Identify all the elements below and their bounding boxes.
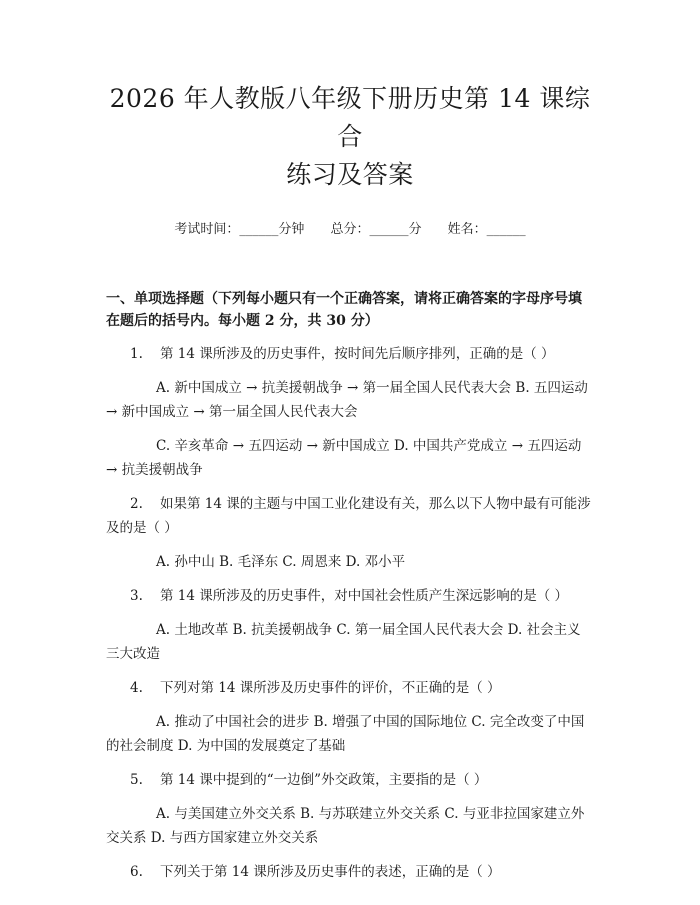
- question-text: 第 14 课所涉及的历史事件，按时间先后顺序排列，正确的是（ ）: [160, 346, 555, 362]
- exam-meta: [106, 220, 594, 240]
- question-number: 6.: [130, 864, 143, 880]
- question-text: 如果第 14 课的主题与中国工业化建设有关，那么以下人物中最有可能涉及的是（ ）: [106, 496, 591, 536]
- name-field: 姓名：______: [447, 222, 526, 237]
- total-score-field: 总分：______分: [330, 222, 422, 237]
- question-1: [106, 342, 594, 366]
- question-number: 5.: [130, 772, 143, 788]
- question-number: 1.: [130, 346, 143, 362]
- question-5-options: A. 与美国建立外交关系 B. 与苏联建立外交关系 C. 与亚非拉国家建立外交关系 D. 与西方国家建立外交关系: [106, 806, 585, 846]
- question-3-options: A. 土地改革 B. 抗美援朝战争 C. 第一届全国人民代表大会 D. 社会主义三大改造: [106, 622, 581, 662]
- question-1-options-a-b: A. 新中国成立 → 抗美援朝战争 → 第一届全国人民代表大会 B. 五四运动 → 新中国成立 → 第一届全国人民代表大会: [106, 380, 588, 420]
- question-text: 第 14 课中提到的“一边倒”外交政策，主要指的是（ ）: [160, 772, 488, 788]
- question-number: 3.: [130, 588, 143, 604]
- question-1-options-c-d: C. 辛亥革命 → 五四运动 → 新中国成立 D. 中国共产党成立 → 五四运动 → 抗美援朝战争: [106, 438, 582, 478]
- question-6: [106, 860, 594, 884]
- question-text: 下列对第 14 课所涉及历史事件的评价，不正确的是（ ）: [160, 680, 501, 696]
- question-3: [106, 584, 594, 608]
- title-line-2: 练习及答案: [286, 160, 414, 189]
- exam-time-field: 考试时间：______分钟: [174, 222, 305, 237]
- question-2: [106, 492, 594, 540]
- document-title: [106, 80, 594, 194]
- question-4: [106, 676, 594, 700]
- question-text: 第 14 课所涉及的历史事件，对中国社会性质产生深远影响的是（ ）: [160, 588, 569, 604]
- question-text: 下列关于第 14 课所涉及历史事件的表述，正确的是（ ）: [160, 864, 501, 880]
- question-number: 4.: [130, 680, 143, 696]
- question-4-options: A. 推动了中国社会的进步 B. 增强了中国的国际地位 C. 完全改变了中国的社会制度 D. 为中国的发展奠定了基础: [106, 714, 585, 754]
- question-2-options: A. 孙中山 B. 毛泽东 C. 周恩来 D. 邓小平: [156, 554, 406, 570]
- question-number: 2.: [130, 496, 143, 512]
- question-5: [106, 768, 594, 792]
- title-line-1: 2026 年人教版八年级下册历史第 14 课综合: [109, 84, 591, 151]
- section-1-heading: 一、单项选择题（下列每小题只有一个正确答案，请将正确答案的字母序号填在题后的括号内。每小题 2 分，共 30 分）: [106, 291, 582, 329]
